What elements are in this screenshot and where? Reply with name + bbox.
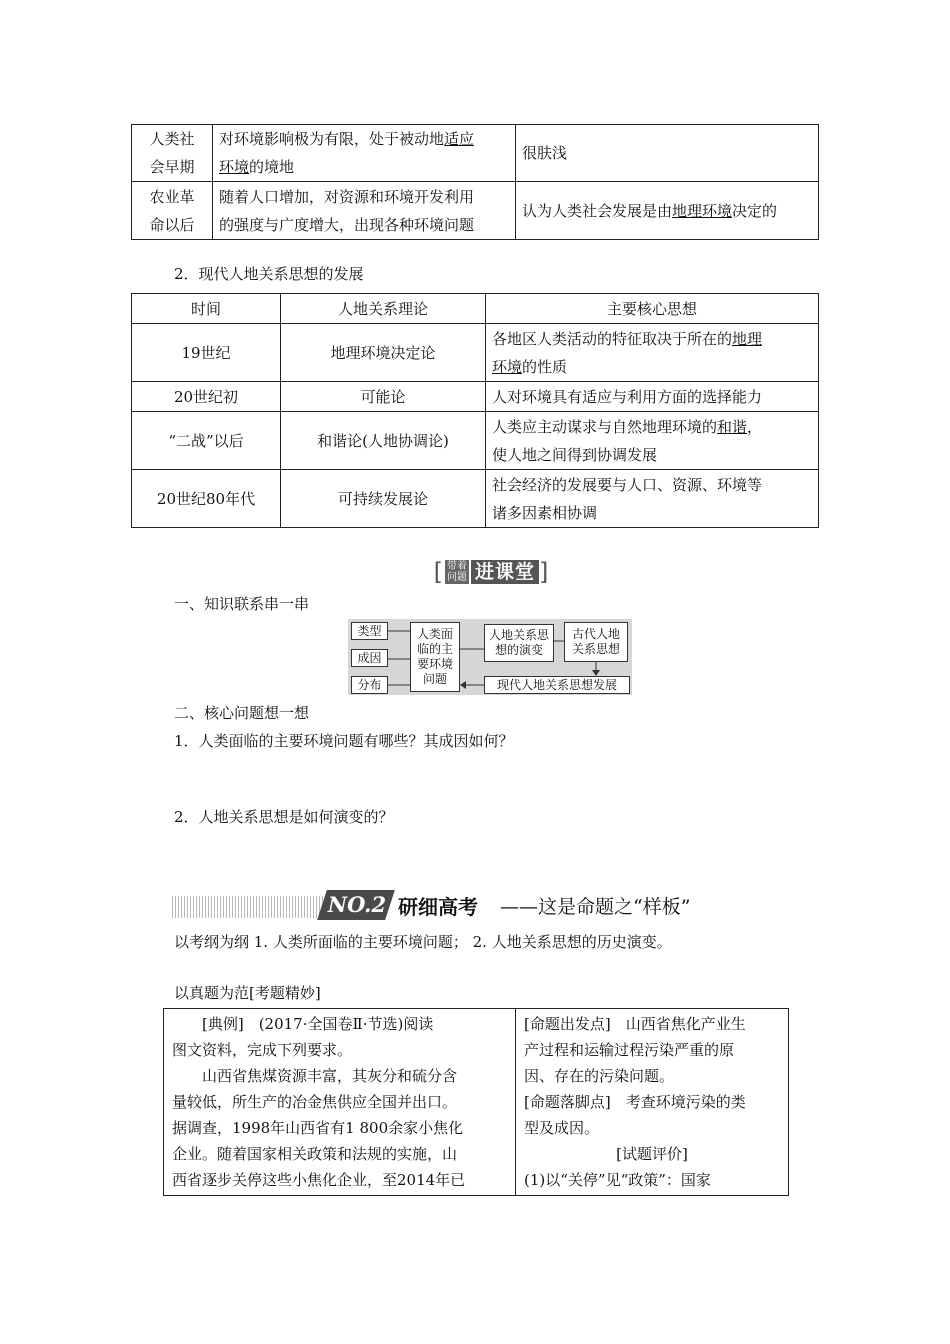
banner-small-label (445, 560, 469, 584)
table-row (132, 125, 819, 182)
diagram-cause-box: 成因 (351, 649, 388, 667)
cell-text: 诸多因素相协调 (492, 503, 598, 522)
idea-cell (486, 412, 819, 470)
cell-text: 会早期 (149, 158, 195, 176)
diagram-distribution-box: 分布 (351, 676, 388, 694)
impact-cell (213, 125, 516, 182)
diagram-type-box: 类型 (351, 622, 388, 640)
cell-text: ， (747, 417, 763, 436)
banner-title: 进课堂 (471, 560, 539, 584)
column-header: 主要核心思想 (486, 294, 819, 324)
box-line: 问题 (422, 672, 447, 686)
impact-cell (213, 182, 516, 240)
section-heading: 一、知识联系串一串 (174, 595, 310, 613)
text-line: (1)以“关停”见“政策”：国家 (524, 1171, 711, 1189)
cell-text: 认为人类社会发展是由 (522, 201, 673, 220)
time-cell: 19世纪 (132, 324, 281, 382)
table-row (132, 382, 819, 412)
text-line: [命题出发点] 山西省焦化产业生 (524, 1015, 746, 1033)
cell-text: 各地区人类活动的特征取决于所在的 (492, 329, 733, 348)
box-line: 想的演变 (494, 643, 543, 657)
section-banner (424, 559, 558, 585)
underlined-term: 和谐 (717, 417, 748, 436)
text-line: 量较低，所生产的冶金焦供应全国并出口。 (172, 1093, 458, 1111)
question-1: 1．人类面临的主要环境问题有哪些？其成因如何？ (174, 732, 514, 750)
idea-cell (486, 324, 819, 382)
text-line: [试题评价] (616, 1145, 688, 1163)
diagram-ancient-box (564, 622, 628, 662)
cell-text: 对环境影响极为有限，处于被动地 (219, 130, 445, 148)
table-row (132, 412, 819, 470)
table-ancient-relations (131, 124, 819, 240)
header-stripes (172, 896, 332, 918)
cell-text: 决定的 (732, 201, 778, 220)
banner-small-top: 带着 (446, 561, 467, 572)
cell-text: 的强度与广度增大，出现各种环境问题 (219, 215, 475, 234)
exam-intro: 以真题为范[考题精妙] (174, 984, 321, 1002)
section-title: 研细高考 (398, 895, 478, 919)
text-line: 产过程和运输过程污染严重的原 (524, 1041, 735, 1059)
diagram-main-issue-box (410, 622, 460, 692)
table-header-row (132, 294, 819, 324)
box-line: 人地关系思 (488, 628, 549, 642)
exam-outline: 以考纲为纲 1. 人类所面临的主要环境问题； 2. 人地关系思想的历史演变。 (174, 933, 672, 951)
idea-cell: 人对环境具有适应与利用方面的选择能力 (486, 382, 819, 412)
time-cell: “二战”以后 (132, 412, 281, 470)
no2-badge: NO.2 (327, 892, 387, 917)
time-cell: 20世纪80年代 (132, 470, 281, 528)
box-line: 要环境 (416, 657, 453, 671)
text-line: 图文资料，完成下列要求。 (172, 1041, 353, 1059)
text-line: [典例] (2017·全国卷Ⅱ·节选)阅读 (172, 1015, 434, 1033)
underlined-term: 环境 (219, 158, 250, 176)
time-cell: 20世纪初 (132, 382, 281, 412)
table-row (164, 1009, 789, 1196)
text-line: [命题落脚点] 考查环境污染的类 (524, 1093, 746, 1111)
cell-text: 随着人口增加，对资源和环境开发利用 (219, 187, 475, 206)
cell-text: 的性质 (522, 357, 568, 376)
text-line: 因、存在的污染问题。 (524, 1067, 675, 1085)
section-heading: 2．现代人地关系思想的发展 (174, 265, 364, 283)
theory-cell: 地理环境决定论 (281, 324, 486, 382)
cell-text: 使人地之间得到协调发展 (492, 445, 658, 464)
section-subtitle: ——这是命题之“样板” (500, 896, 691, 918)
theory-cell: 可能论 (281, 382, 486, 412)
cell-text: 人类社 (149, 130, 195, 148)
diagram-modern-box: 现代人地关系思想发展 (484, 676, 630, 694)
diagram-evolution-box (484, 624, 554, 662)
example-left-cell (164, 1009, 516, 1196)
idea-cell (486, 470, 819, 528)
text-line: 型及成因。 (524, 1119, 600, 1137)
table-row (132, 182, 819, 240)
view-cell (516, 182, 819, 240)
text-line: 山西省焦煤资源丰富，其灰分和硫分含 (172, 1067, 458, 1085)
view-cell (516, 125, 819, 182)
box-line: 临的主 (416, 642, 453, 656)
cell-text: 很肤浅 (522, 144, 568, 162)
box-line: 古代人地 (571, 627, 620, 641)
cell-text: 农业革 (149, 187, 195, 206)
theory-cell: 可持续发展论 (281, 470, 486, 528)
question-2: 2．人地关系思想是如何演变的？ (174, 808, 394, 826)
bracket-left-icon: [ (433, 558, 443, 586)
period-cell (132, 125, 213, 182)
cell-text: 的境地 (249, 158, 295, 176)
bracket-right-icon: ] (539, 558, 549, 586)
text-line: 企业。随着国家相关政策和法规的实施，山 (172, 1145, 458, 1163)
box-line: 关系思想 (571, 642, 620, 656)
period-cell (132, 182, 213, 240)
underlined-term: 地理 (732, 329, 763, 348)
text-line: 据调查，1998年山西省有1 800余家小焦化 (172, 1119, 464, 1137)
column-header: 人地关系理论 (281, 294, 486, 324)
cell-text: 社会经济的发展要与人口、资源、环境等 (492, 475, 763, 494)
table-modern-relations (131, 293, 819, 528)
cell-text: 人类应主动谋求与自然地理环境的 (492, 417, 718, 436)
table-row (132, 470, 819, 528)
column-header: 时间 (132, 294, 281, 324)
example-right-cell (516, 1009, 789, 1196)
theory-cell: 和谐论(人地协调论) (281, 412, 486, 470)
underlined-term: 适应 (444, 130, 475, 148)
text-line: 西省逐步关停这些小焦化企业，至2014年已 (172, 1171, 466, 1189)
table-row (132, 324, 819, 382)
box-line: 人类面 (416, 627, 453, 641)
section-heading: 二、核心问题想一想 (174, 704, 310, 722)
underlined-term: 地理环境 (672, 201, 733, 220)
cell-text: 命以后 (149, 215, 195, 234)
example-box (163, 1008, 789, 1196)
banner-small-bottom: 问题 (446, 572, 467, 583)
underlined-term: 环境 (492, 357, 523, 376)
